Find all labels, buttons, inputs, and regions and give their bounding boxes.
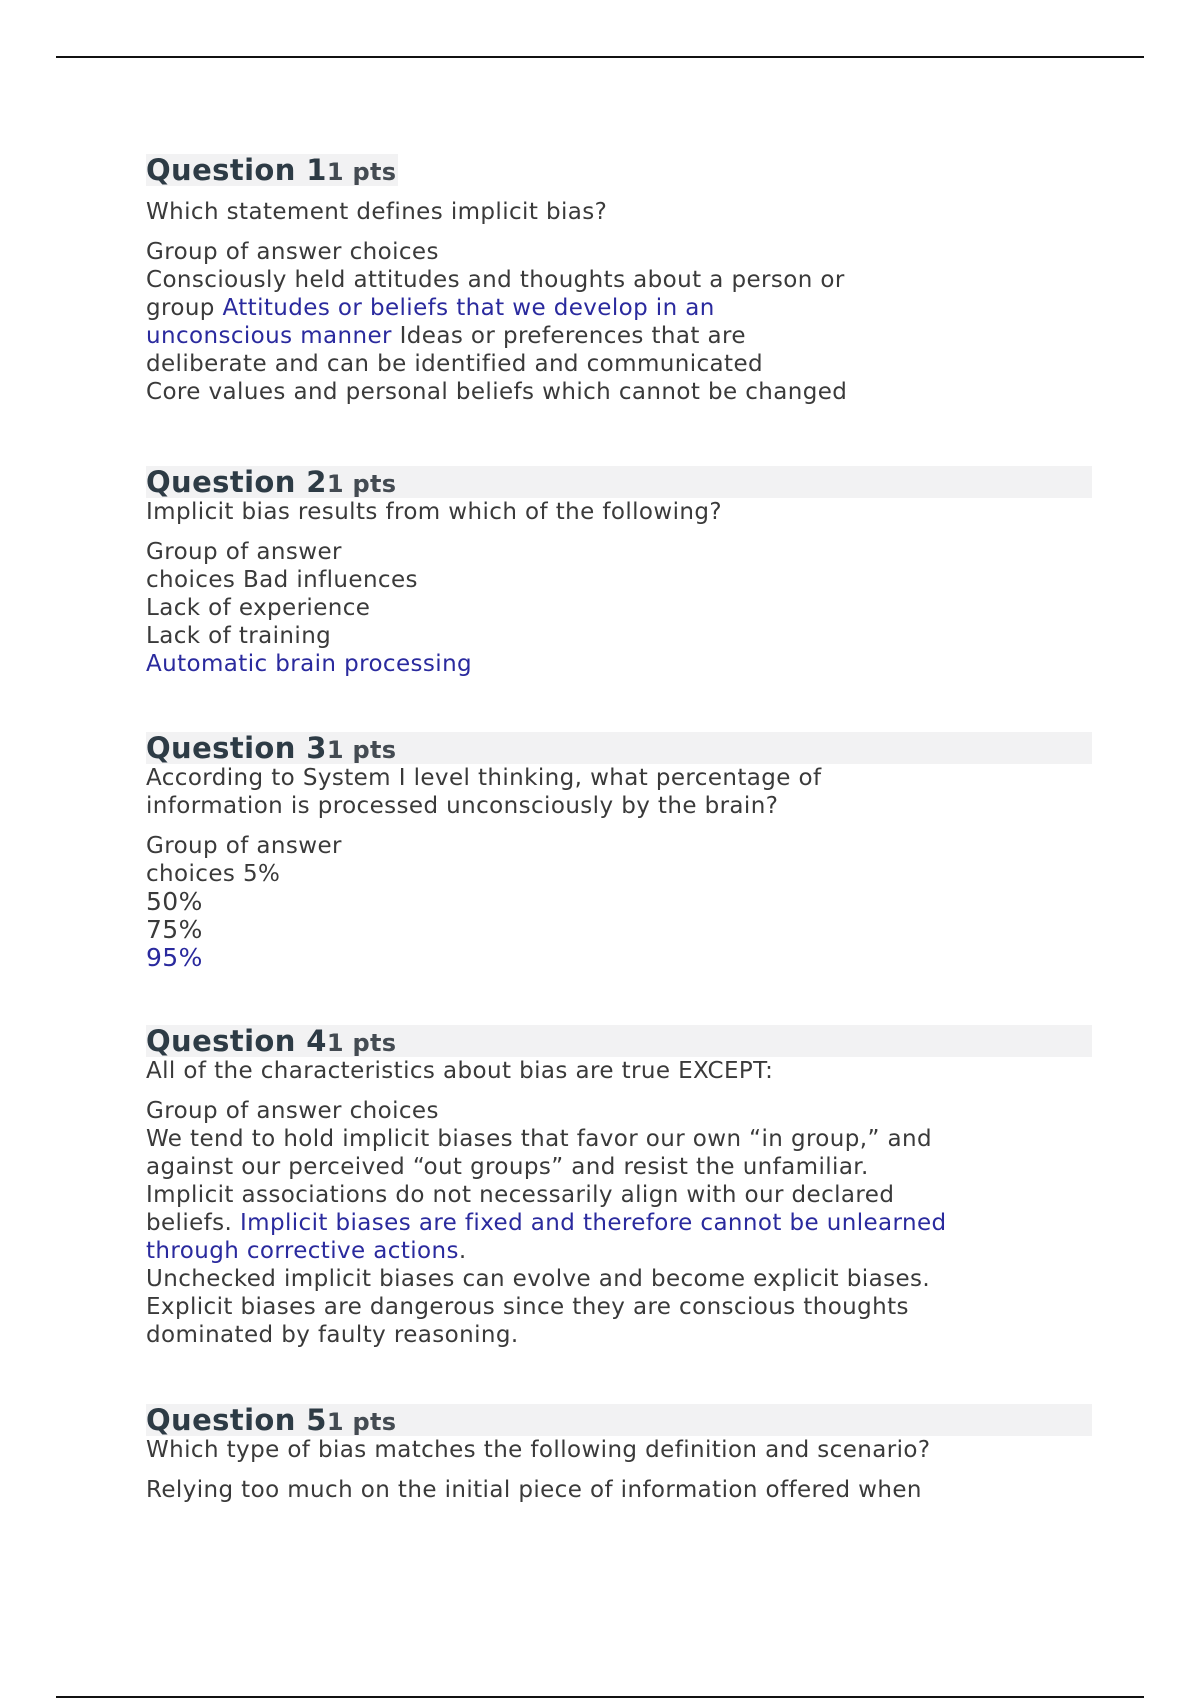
answer-text: Ideas or preferences that are (391, 323, 746, 349)
question-5-title: Question 5 (146, 1403, 327, 1437)
question-4-answer-line: Unchecked implicit biases can evolve and become explicit biases. (146, 1266, 931, 1292)
question-3-answer-line: 50% (146, 887, 203, 916)
highlighted-answer: Implicit biases are fixed and therefore cannot be unlearned (239, 1210, 947, 1236)
question-2-highlighted-answer: Automatic brain processing (146, 651, 473, 677)
question-5-points: 1 pts (326, 1408, 397, 1436)
question-2-points: 1 pts (326, 470, 397, 498)
answer-text: beliefs. (146, 1210, 240, 1236)
question-2-title: Question 2 (146, 465, 327, 499)
question-4-title: Question 4 (146, 1024, 327, 1058)
question-1 (146, 154, 1090, 406)
question-1-answer-line: Consciously held attitudes and thoughts about a person or (146, 267, 845, 293)
question-5-heading (146, 1404, 1092, 1436)
question-5 (146, 1404, 1090, 1504)
answer-text: group (146, 295, 223, 321)
highlighted-answer: through corrective actions (146, 1238, 459, 1264)
question-2 (146, 466, 1090, 678)
question-1-answer-line (146, 322, 1090, 350)
question-4-heading (146, 1025, 1092, 1057)
question-4-answer-line: We tend to hold implicit biases that favor our own “in group,” and (146, 1126, 932, 1152)
question-4-answer-line: Explicit biases are dangerous since they are conscious thoughts (146, 1294, 909, 1320)
question-3-title: Question 3 (146, 731, 327, 765)
question-2-heading (146, 466, 1092, 498)
question-5-prompt: Which type of bias matches the following definition and scenario? (146, 1437, 931, 1463)
question-2-answer-line: choices Bad influences (146, 567, 418, 593)
question-2-prompt: Implicit bias results from which of the following? (146, 499, 722, 525)
question-2-answer-line: Lack of experience (146, 595, 371, 621)
highlighted-answer: Attitudes or beliefs that we develop in an (222, 295, 715, 321)
question-5-body-line: Relying too much on the initial piece of information offered when (146, 1477, 922, 1503)
question-1-prompt: Which statement defines implicit bias? (146, 199, 608, 225)
question-3-prompt-line: According to System I level thinking, what percentage of (146, 765, 822, 791)
question-3 (146, 732, 1090, 972)
question-1-answer-line (146, 294, 1090, 322)
question-2-answer-line: Group of answer (146, 539, 342, 565)
question-3-answer-line: 75% (146, 915, 203, 944)
question-4-group-label: Group of answer choices (146, 1098, 439, 1124)
answer-text: . (458, 1238, 467, 1264)
question-4-answer-line: against our perceived “out groups” and resist the unfamiliar. (146, 1154, 869, 1180)
question-1-answer-line: Core values and personal beliefs which cannot be changed (146, 379, 848, 405)
question-4-answer-line (146, 1237, 1090, 1265)
question-4-answer-line (146, 1209, 1090, 1237)
highlighted-answer: unconscious manner (146, 323, 392, 349)
question-4-points: 1 pts (326, 1029, 397, 1057)
question-1-title: Question 1 (146, 153, 327, 187)
question-1-heading (146, 154, 398, 186)
question-1-answer-line: deliberate and can be identified and communicated (146, 351, 764, 377)
bottom-rule (56, 1696, 1144, 1698)
question-1-group-label: Group of answer choices (146, 239, 439, 265)
question-1-points: 1 pts (326, 158, 397, 186)
question-3-answer-line: Group of answer (146, 833, 342, 859)
question-4-answer-line: dominated by faulty reasoning. (146, 1322, 519, 1348)
question-3-answer-line: choices 5% (146, 861, 281, 887)
question-3-heading (146, 732, 1092, 764)
question-3-highlighted-answer: 95% (146, 943, 203, 972)
question-2-answer-line: Lack of training (146, 623, 332, 649)
question-3-prompt-line: information is processed unconsciously by the brain? (146, 793, 779, 819)
question-4 (146, 1025, 1090, 1349)
question-4-answer-line: Implicit associations do not necessarily align with our declared (146, 1182, 895, 1208)
top-rule (56, 56, 1144, 58)
question-4-prompt: All of the characteristics about bias are true EXCEPT: (146, 1058, 774, 1084)
question-3-points: 1 pts (326, 736, 397, 764)
